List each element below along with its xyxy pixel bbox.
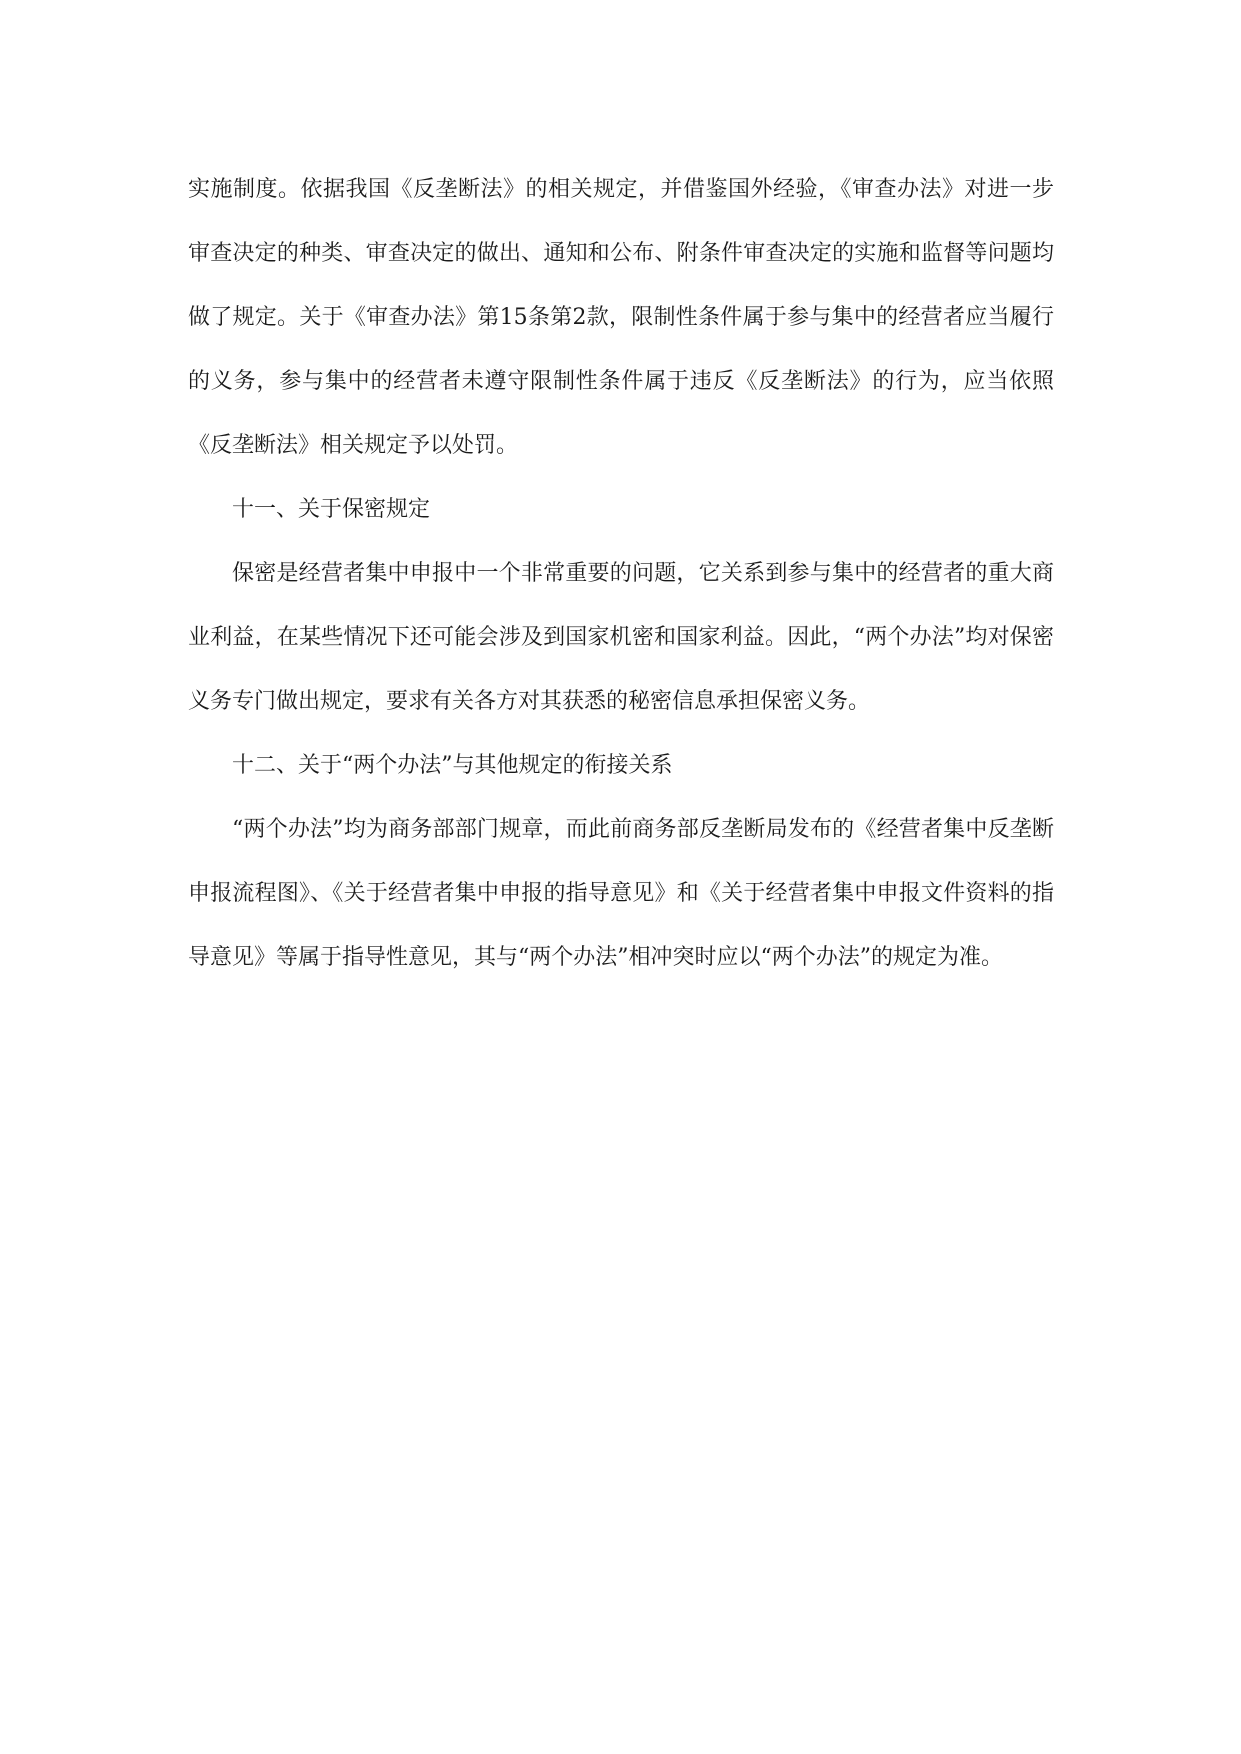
document-body [188,158,1054,990]
section-heading-11: 十一、关于保密规定 [232,497,431,522]
paragraph-confidentiality: 保密是经营者集中申报中一个非常重要的问题，它关系到参与集中的经营者的重大商业利益，在某些情况下还可能会涉及到国家机密和国家利益。因此，“两个办法”均对保密义务专门做出规定，要求有关各方对其获悉的秘密信息承担保密义务。 [188,561,1054,714]
paragraph-relationship: “两个办法”均为商务部部门规章，而此前商务部反垄断局发布的《经营者集中反垄断申报流程图》、《关于经营者集中申报的指导意见》和《关于经营者集中申报文件资料的指导意见》等属于指导性意见，其与“两个办法”相冲突时应以“两个办法”的规定为准。 [188,817,1054,970]
section-heading-12: 十二、关于“两个办法”与其他规定的衔接关系 [232,753,673,778]
paragraph-continued: 实施制度。依据我国《反垄断法》的相关规定，并借鉴国外经验，《审查办法》对进一步审查决定的种类、审查决定的做出、通知和公布、附条件审查决定的实施和监督等问题均做了规定。关于《审查办法》第15条第2款，限制性条件属于参与集中的经营者应当履行的义务，参与集中的经营者未遵守限制性条件属于违反《反垄断法》的行为，应当依照《反垄断法》相关规定予以处罚。 [188,177,1054,458]
